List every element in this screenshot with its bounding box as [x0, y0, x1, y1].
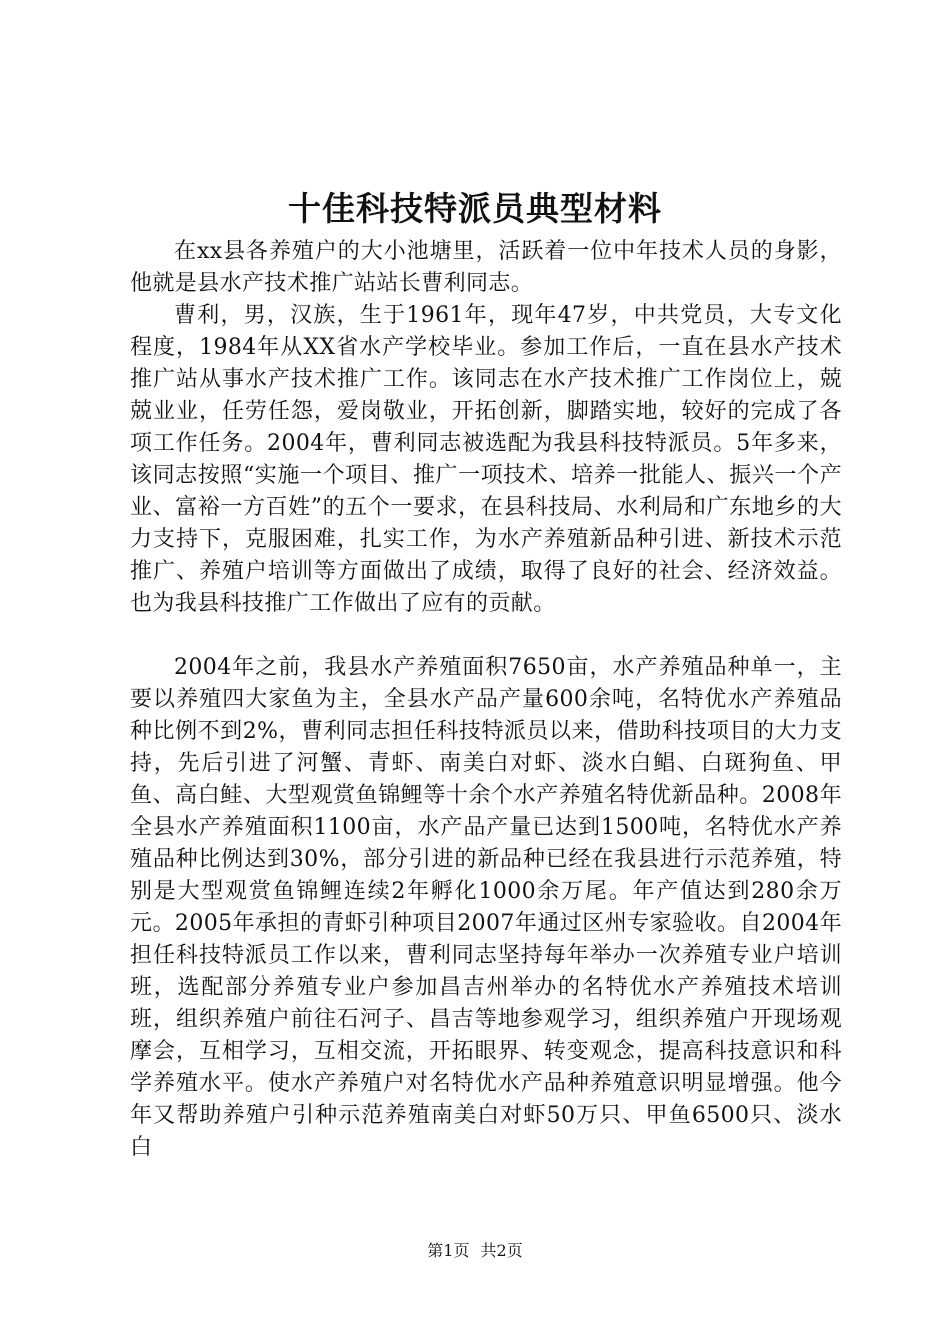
document-body	[130, 236, 842, 1164]
page-footer	[0, 1240, 950, 1262]
page-total: 共2页	[480, 1241, 523, 1260]
paragraph-intro: 在xx县各养殖户的大小池塘里，活跃着一位中年技术人员的身影，他就是县水产技术推广站站长曹利同志。	[130, 239, 842, 296]
document-title: 十佳科技特派员典型材料	[288, 189, 662, 228]
paragraph-achievements: 2004年之前，我县水产养殖面积7650亩，水产养殖品种单一，主要以养殖四大家鱼为主，全县水产品产量600余吨，名特优水产养殖品种比例不到2%，曹利同志担任科技特派员以来，借助科技项目的大力支持，先后引进了河蟹、青虾、南美白对虾、淡水白鲳、白斑狗鱼、甲鱼、高白鲑、大型观赏鱼锦鲤等十余个水产养殖名特优新品种。2008年全县水产养殖面积1100亩，水产品产量已达到1500吨，名特优水产养殖品种比例达到30%，部分引进的新品种已经在我县进行示范养殖，特别是大型观赏鱼锦鲤连续2年孵化1000余万尾。年产值达到280余万元。2005年承担的青虾引种项目2007年通过区州专家验收。自2004年担任科技特派员工作以来，曹利同志坚持每年举办一次养殖专业户培训班，选配部分养殖专业户参加昌吉州举办的名特优水产养殖技术培训班，组织养殖户前往石河子、昌吉等地参观学习，组织养殖户开现场观摩会，互相学习，互相交流，开拓眼界、转变观念，提高科技意识和科学养殖水平。使水产养殖户对名特优水产品种养殖意识明显增强。他今年又帮助养殖户引种示范养殖南美白对虾50万只、甲鱼6500只、淡水白	[130, 655, 842, 1160]
paragraph-profile: 曹利，男，汉族，生于1961年，现年47岁，中共党员，大专文化程度，1984年从XX省水产学校毕业。参加工作后，一直在县水产技术推广站从事水产技术推广工作。该同志在水产技术推广工作岗位上，兢兢业业，任劳任怨，爱岗敬业，开拓创新，脚踏实地，较好的完成了各项工作任务。2004年，曹利同志被选配为我县科技特派员。5年多来，该同志按照“实施一个项目、推广一项技术、培养一批能人、振兴一个产业、富裕一方百姓”的五个一要求，在县科技局、水利局和广东地乡的大力支持下，克服困难，扎实工作，为水产养殖新品种引进、新技术示范推广、养殖户培训等方面做出了成绩，取得了良好的社会、经济效益。也为我县科技推广工作做出了应有的贡献。	[130, 303, 842, 616]
page-number: 第1页	[427, 1241, 470, 1260]
